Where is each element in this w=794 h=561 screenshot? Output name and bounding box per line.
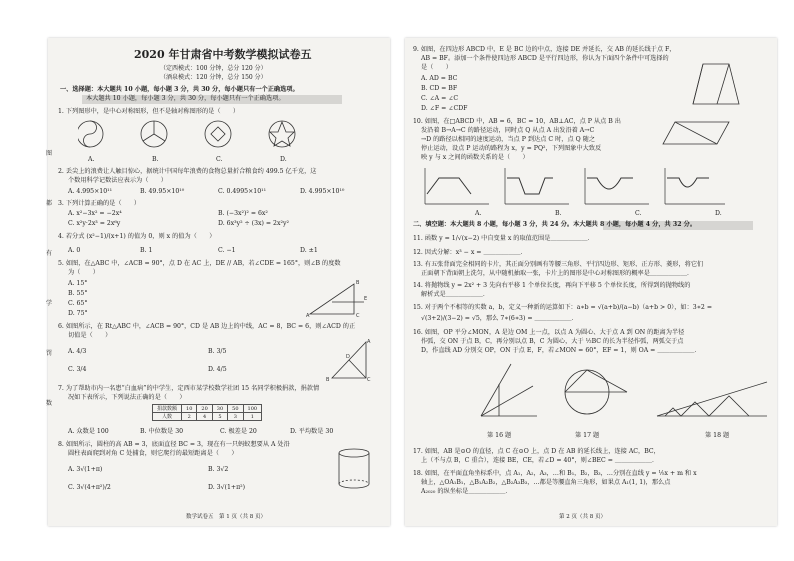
q5-option-c: C. 65° <box>68 300 88 307</box>
q4-option-b: B. 1 <box>140 247 153 254</box>
question-18-cont: 轴上，△OA₁B₁，△B₁A₂B₂，△B₂A₃B₃，…都是等腰直角三角形，如果点 A₁(1, 1)，那么点 <box>421 479 671 486</box>
svg-text:C: C <box>356 313 360 318</box>
margin-label: 都 <box>46 200 53 207</box>
question-9: 9. 如图，在四边形 ABCD 中，E 是 BC 边的中点，连接 DE 并延长，交 AB 的延长线于点 F， <box>413 46 676 53</box>
exam-page-right <box>405 38 777 526</box>
q7-option-a: A. 众数是 100 <box>68 428 109 435</box>
table-cell: 人数 <box>153 413 182 421</box>
question-10-cont: 发沿着 B→A→C 的路径运动，同时点 Q 从点 A 出发沿着 A→C <box>421 127 595 134</box>
question-10: 10. 如图，在□ABCD 中，AB = 6，BC = 10，AB⊥AC，点 P 从点 B 出 <box>413 118 621 125</box>
question-1: 1. 下列图形中，是中心对称图形，但不是轴对称图形的是（ ） <box>58 108 240 115</box>
q3-option-d: D. 6x³y² ÷ (3x) = 2x²y² <box>218 220 289 227</box>
svg-text:A: A <box>367 339 371 345</box>
margin-label: 图 <box>46 150 53 157</box>
q5-option-a: A. 15° <box>68 280 88 287</box>
question-2-cont: 个数用科学记数法应表示为（ ） <box>68 177 167 184</box>
page-footer-right: 第 2 页（共 8 页） <box>559 514 606 520</box>
question-5: 5. 如图，在△ABC 中，∠ACB = 90°，点 D 在 AC 上，DE // AB，若∠CDE = 165°，则∠B 的度数 <box>58 260 341 267</box>
question-1-figures <box>78 116 318 154</box>
section1-note: 本大题共 10 小题，每小题 3 分，共 30 分，每小题只有一个正确选项。 <box>86 95 285 102</box>
q2-option-d: D. 4.995×10¹⁰ <box>300 188 345 195</box>
section2-title: 二、填空题：本大题共 8 小题，每小题 3 分，共 24 分。本大题共 8 小题，每小题 4 分，共 32 分。 <box>413 221 697 228</box>
q6-option-c: C. 3/4 <box>68 366 87 373</box>
q5-option-d: D. 75° <box>68 310 88 317</box>
q2-option-b: B. 49.95×10¹⁰ <box>140 188 185 195</box>
question-14-cont: 解析式是＿＿＿＿＿＿． <box>421 291 490 298</box>
q9-option-d: D. ∠F = ∠CDF <box>421 105 468 112</box>
donation-table-row-amount <box>153 405 262 413</box>
question-8: 8. 如图所示，圆柱的高 AB = 3，底面直径 BC = 3，现在有一只蚂蚁想要从 A 处沿 <box>58 441 290 448</box>
question-14: 14. 将抛物线 y = 2x² + 3 先向右平移 1 个单位长度，再向下平移 5 个单位长度，所得到的抛物线的 <box>413 282 691 289</box>
figure-17-caption: 第 17 题 <box>575 432 600 439</box>
question-7: 7. 为了帮助市内一名患“白血病”的中学生，定西市某学校数学社团 15 名同学积极捐款，捐款情 <box>58 385 320 392</box>
question-18: 18. 如图，在平面直角坐标系中，点 A₁，A₂，A₃，…和 B₁，B₂，B₃，…分别在直线 y = ⅕x + m 和 x <box>413 470 697 477</box>
table-cell: 1 <box>243 413 262 421</box>
q1-option-c: C. <box>216 156 223 163</box>
table-cell: 10 <box>182 405 197 413</box>
svg-text:E: E <box>364 296 368 302</box>
table-cell: 4 <box>197 413 212 421</box>
question-11: 11. 函数 y = 1/√(x−2) 中自变量 x 的取值范围是＿＿＿＿＿＿． <box>413 235 594 242</box>
question-9-cont: AB = BF。添加一个条件使四边形 ABCD 是平行四边形，你认为下面四个条件中可选择的 <box>421 55 669 62</box>
figure-18-caption: 第 18 题 <box>705 432 730 439</box>
question-6-figure <box>326 338 372 382</box>
question-8-cont: 圆柱表面爬到对角 C 处捕食，则它爬行的最短距离是（ ） <box>68 450 238 457</box>
question-5-cont: 为（ ） <box>68 269 99 276</box>
q7-option-c: C. 极差是 20 <box>220 428 257 435</box>
svg-text:B: B <box>356 280 360 286</box>
graph-label-d: D. <box>715 210 722 217</box>
q3-option-b: B. (−3x²)² = 6x² <box>218 210 268 217</box>
table-cell: 30 <box>212 405 227 413</box>
q8-option-a: A. 3√(1+π) <box>68 466 103 473</box>
q2-option-c: C. 0.4995×10¹¹ <box>218 188 267 195</box>
exam-subtitle-jiuquan: （酒泉模式：120 分钟，总分 150 分） <box>160 74 267 81</box>
question-13-cont: 正面朝下背面朝上洗匀，从中随机抽取一张，卡片上的图形是中心对称图形的概率是＿＿＿＿＿＿． <box>421 270 694 277</box>
q1-option-d: D. <box>280 156 287 163</box>
table-cell: 5 <box>212 413 227 421</box>
q8-option-b: B. 3√2 <box>208 466 229 473</box>
question-18-cont2: A₂₀₂₀ 的纵坐标是＿＿＿＿＿＿． <box>421 488 512 495</box>
q9-option-c: C. ∠A = ∠C <box>421 95 459 102</box>
question-15-cont: √(3+2)/(3−2) = √5，那么 7∗(6∗3) = ＿＿＿＿＿＿． <box>421 315 578 322</box>
table-cell: 20 <box>197 405 212 413</box>
q5-option-b: B. 55° <box>68 290 88 297</box>
q6-option-d: D. 4/5 <box>208 366 227 373</box>
q3-option-a: A. x²−3x² = −2x⁴ <box>68 210 122 217</box>
question-9-figure <box>689 60 745 110</box>
table-cell: 2 <box>182 413 197 421</box>
question-6: 6. 如图所示，在 Rt△ABC 中，∠ACB = 90°，CD 是 AB 边上的中线，AC = 8，BC = 6，则∠ACD 的正 <box>58 323 356 330</box>
question-3: 3. 下列计算正确的是（ ） <box>58 200 141 207</box>
figures-16-17-18 <box>477 360 777 430</box>
question-15: 15. 对于两个不相等的实数 a，b，定义一种新的运算如下：a∗b = √(a+b)/(a−b)（a+b > 0），如：3∗2 = <box>413 304 713 311</box>
donation-table-row-count <box>153 413 262 421</box>
q1-option-a: A. <box>88 156 95 163</box>
donation-table <box>152 404 262 421</box>
q6-option-b: B. 3/5 <box>208 348 227 355</box>
q8-option-d: D. 3√(1+π²) <box>208 484 246 491</box>
question-7-cont: 况如下表所示，下列说法正确的是（ ） <box>68 394 186 401</box>
question-6-cont: 切值是（ ） <box>68 332 112 339</box>
exam-page-left <box>48 38 390 526</box>
question-16-cont: 作弧，交 ON 于点 B，C，再分别以点 B，C 为圆心，大于 ½BC 的长为半径作弧，两弧交于点 <box>421 338 684 345</box>
q4-option-a: A. 0 <box>68 247 81 254</box>
question-2: 2. 丢尖上的浪费让人触目惊心，据统计中国每年浪费的食物总量折合粮食约 499.5 亿千克，这 <box>58 168 317 175</box>
margin-label: 罚 <box>46 350 53 357</box>
graph-label-b: B. <box>555 210 562 217</box>
table-cell: 捐款数额 <box>153 405 182 413</box>
question-10-graphs <box>419 166 729 210</box>
graph-label-a: A. <box>475 210 482 217</box>
margin-label: 数 <box>46 400 53 407</box>
q4-option-d: D. ±1 <box>300 247 318 254</box>
q2-option-a: A. 4.995×10¹¹ <box>68 188 113 195</box>
exam-title: 2020 年甘肃省中考数学模拟试卷五 <box>134 48 312 61</box>
page-footer-left: 数学试卷五 第 1 页（共 8 页） <box>186 514 266 520</box>
question-10-cont4: 映 y 与 x 之间的函数关系的是（ ） <box>421 154 529 161</box>
question-10-cont2: →D 的路径以相同的速度运动，当点 P 到达点 C 时，点 Q 随之 <box>421 136 596 143</box>
svg-text:C: C <box>367 377 371 382</box>
question-17-cont: 上（不与点 B，C 重合），连接 BE，CE，若∠D = 40°，则∠BEC = ＿＿＿＿＿＿． <box>421 457 659 464</box>
question-10-parallelogram-figure <box>659 118 733 148</box>
table-cell: 50 <box>228 405 243 413</box>
figure-16-caption: 第 16 题 <box>487 432 512 439</box>
q6-option-a: A. 4/3 <box>68 348 87 355</box>
question-9-cont2: 是（ ） <box>421 64 452 71</box>
question-16: 16. 如图，OP 平分∠MON，A 是边 OM 上一点，以点 A 为圆心、大于点 A 到 ON 的距离为半径 <box>413 329 685 336</box>
margin-label: 学 <box>46 300 53 307</box>
question-8-cylinder-figure <box>336 446 372 492</box>
svg-text:B: B <box>326 377 330 382</box>
question-4: 4. 若分式 (x²−1)/(x+1) 的值为 0，则 x 的值为（ ） <box>58 233 216 240</box>
table-cell: 3 <box>228 413 243 421</box>
question-16-cont2: D，作直线 AD 分别交 OP，ON 于点 E，F，若∠MON = 60°，EF = 1，则 OA = ＿＿＿＿＿＿． <box>421 347 701 354</box>
q1-option-b: B. <box>152 156 159 163</box>
q3-option-c: C. x²y·2x³ = 2x⁶y <box>68 220 121 227</box>
q7-option-d: D. 平均数是 30 <box>290 428 334 435</box>
section1-title: 一、选择题：本大题共 10 小题，每小题 3 分，共 30 分，每小题只有一个正确选项。 <box>60 86 299 93</box>
margin-label: 有 <box>46 250 53 257</box>
svg-text:A: A <box>306 313 310 318</box>
q8-option-c: C. 3√(4+π²)/2 <box>68 484 111 491</box>
svg-text:D: D <box>346 354 350 360</box>
graph-label-c: C. <box>635 210 642 217</box>
question-12: 12. 因式分解：x³ − x = ＿＿＿＿＿＿． <box>413 249 527 256</box>
question-5-figure <box>306 278 368 318</box>
exam-subtitle-dingxi: （定西模式：100 分钟，总分 120 分） <box>160 65 267 72</box>
question-13: 13. 有五张背面完全相同的卡片，其正面分别画有等腰三角形、平行四边形、矩形、正方形、菱形，将它们 <box>413 261 704 268</box>
question-17: 17. 如图，AB 是⊙O 的直径，点 C 在⊙O 上，点 D 在 AB 的延长线上，连接 AC，BC， <box>413 448 660 455</box>
q7-option-b: B. 中位数是 30 <box>140 428 184 435</box>
q9-option-b: B. CD = BF <box>421 85 458 92</box>
table-cell: 100 <box>243 405 262 413</box>
q9-option-a: A. AD = BC <box>421 75 458 82</box>
q4-option-c: C. −1 <box>218 247 236 254</box>
question-10-cont3: 停止运动，设点 P 运动的路程为 x，y = PQ²，下列图象中大致反 <box>421 145 602 152</box>
